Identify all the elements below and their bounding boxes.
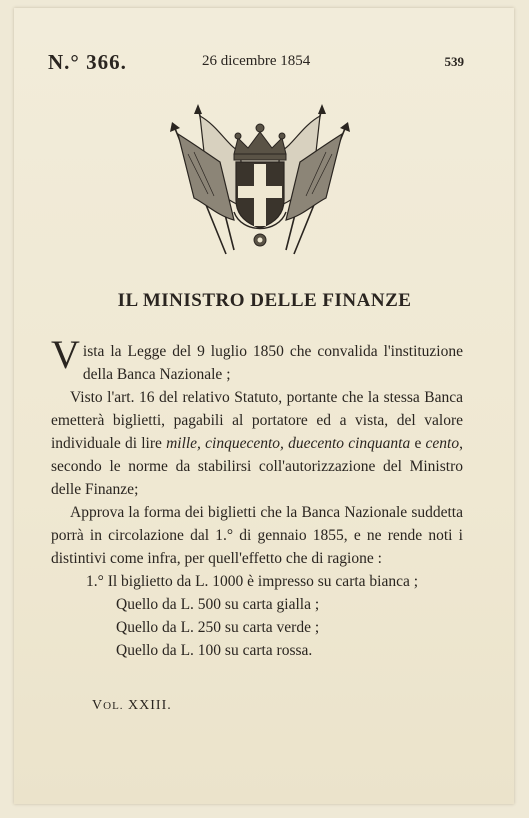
document-title: IL MINISTRO DELLE FINANZE <box>117 290 412 311</box>
list-item-1000: 1.° Il biglietto da L. 1000 è impresso su carta bianca ; <box>86 573 419 590</box>
decree-date: 26 dicembre 1854 <box>202 53 311 69</box>
volume-mark: VOL. XXIII. <box>92 698 172 713</box>
list-item-250: Quello da L. 250 su carta verde ; <box>116 619 320 636</box>
savoy-coat-of-arms-with-flags-icon <box>168 104 352 258</box>
paragraph-visto: Visto l'art. 16 del relativo Statuto, portante che la stessa Banca emetterà biglietti, pagabili al portatore ed a vista, del valore individuale di lire mille, cinquecento, duecento cinquanta e cento, secondo le norme da stabilirsi coll'autorizzazione del Ministro delle Finanze; <box>51 389 463 498</box>
page-header <box>48 50 464 76</box>
document-body <box>51 332 463 662</box>
decree-number: N.° 366. <box>48 50 127 74</box>
paragraph-approva: Approva la forma dei biglietti che la Banca Nazionale suddetta porrà in circolazione dal 1.° di gennaio 1855, e ne rende noti i distintivi come infra, per quell'effetto che di ragione : <box>51 504 463 567</box>
list-item-500: Quello da L. 500 su carta gialla ; <box>116 596 320 613</box>
drop-cap: V <box>51 332 80 377</box>
list-item-100: Quello da L. 100 su carta rossa. <box>116 642 313 659</box>
paragraph-vista: Vista la Legge del 9 luglio 1850 che convalida l'instituzione della Banca Nazionale ; <box>51 332 463 383</box>
page-number: 539 <box>444 54 464 69</box>
